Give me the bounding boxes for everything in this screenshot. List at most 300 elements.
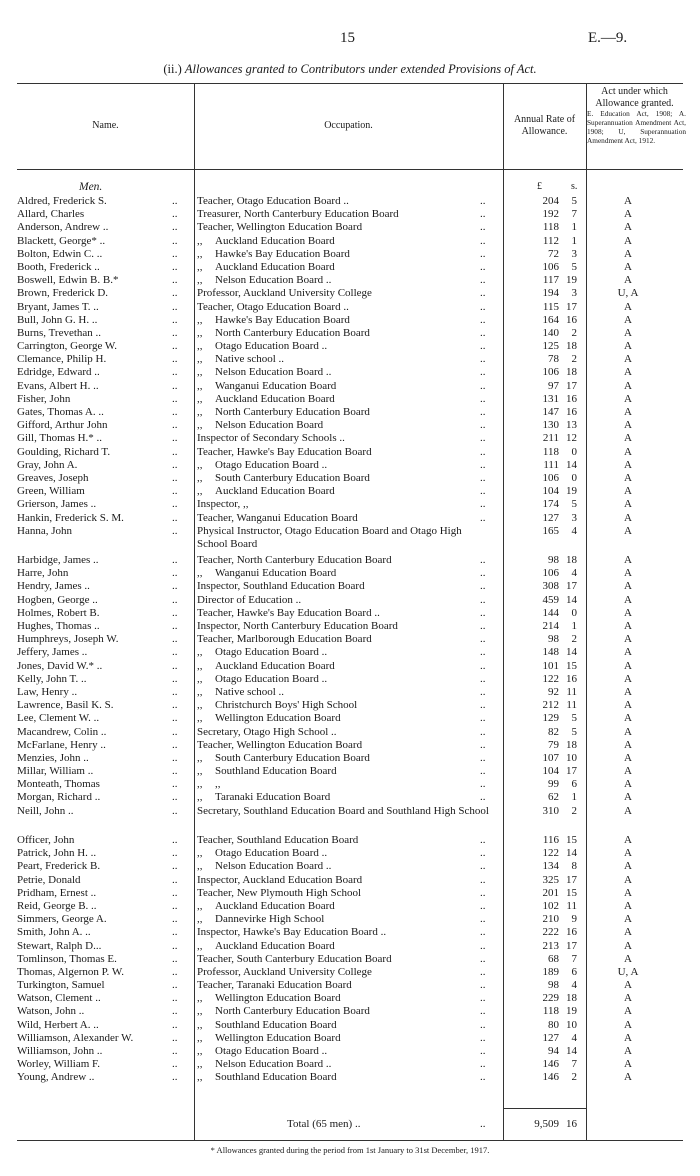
cell-trailing-dots: .. [480,471,486,484]
cell-name: Jones, David W.* .. [17,659,103,672]
cell-leader-dots: .. [172,804,178,817]
cell-occupation-text: Nelson Education Board [215,419,324,432]
cell-leader-dots: .. [172,873,178,886]
cell-leader-dots: .. [172,965,178,978]
table-row [17,926,683,939]
cell-leader-dots: .. [172,979,178,992]
cell-leader-dots: .. [172,511,178,524]
cell-trailing-dots: .. [480,778,486,791]
cell-trailing-dots: .. [480,445,486,458]
cell-occupation-text: North Canterbury Education Board [215,406,370,418]
ditto-mark: ,, [197,860,203,873]
cell-occupation-text: Hawke's Bay Education Board [215,247,350,260]
cell-leader-dots: .. [172,952,178,965]
cell-trailing-dots: .. [480,580,486,593]
table-row [17,1032,683,1045]
total-pounds: 9,509 [534,1118,559,1130]
cell-name: Wild, Herbert A. .. [17,1018,99,1031]
cell-trailing-dots: .. [480,234,486,247]
table-subtitle [0,62,700,77]
cell-occupation-text: Auckland Education Board [215,939,335,952]
cell-pounds: 131 [542,392,559,405]
cell-trailing-dots: .. [480,485,486,498]
cell-occupation [197,393,492,406]
cell-occupation: Inspector of Secondary Schools .. [197,432,345,445]
cell-shillings: 18 [566,340,577,353]
cell-leader-dots: .. [172,1045,178,1058]
cell-trailing-dots: .. [480,406,486,418]
cell-pounds: 115 [542,300,559,313]
cell-leader-dots: .. [172,432,178,445]
cell-trailing-dots: .. [480,458,486,471]
cell-trailing-dots: .. [480,313,486,326]
cell-pounds: 146 [542,1058,559,1071]
document-reference: E.—9. [588,30,628,46]
ditto-mark: ,, [197,366,203,379]
ditto-mark: ,, [197,340,203,353]
cell-occupation-text: Wanganui Education Board [215,567,337,580]
cell-pounds: 122 [542,847,559,860]
cell-trailing-dots: .. [480,195,486,207]
cell-occupation [197,235,492,248]
cell-trailing-dots: .. [480,392,486,405]
table-row [17,992,683,1005]
cell-occupation [197,567,492,580]
cell-pounds: 116 [542,834,559,847]
cell-leader-dots: .. [172,699,178,712]
ditto-mark: ,, [197,751,203,764]
table-row [17,301,683,314]
cell-trailing-dots: .. [480,260,486,273]
cell-occupation: Teacher, Southland Education Board [197,834,359,847]
cell-leader-dots: .. [172,939,178,952]
cell-occupation-text: South Canterbury Education Board [215,751,370,764]
cell-shillings: 3 [571,247,577,260]
cell-occupation [197,472,492,485]
cell-trailing-dots: .. [480,699,486,712]
cell-act: A [624,379,632,392]
table-row [17,979,683,992]
cell-name: Young, Andrew .. [17,1071,95,1084]
ditto-mark: ,, [197,567,203,580]
cell-trailing-dots: .. [480,567,486,580]
cell-leader-dots: .. [172,685,178,698]
cell-leader-dots: .. [172,195,178,207]
cell-name: Holmes, Robert B. [17,606,100,619]
cell-trailing-dots: .. [480,419,486,432]
cell-pounds: 79 [548,738,559,751]
cell-pounds: 68 [548,952,559,965]
cell-occupation-text: Nelson Education Board .. [215,366,332,379]
table-row [17,567,683,580]
cell-act: A [624,208,632,221]
cell-name: Greaves, Joseph [17,471,89,484]
cell-leader-dots: .. [172,379,178,392]
cell-shillings: 7 [571,952,577,965]
cell-name: Allard, Charles [17,208,85,221]
cell-act: A [624,633,632,646]
cell-leader-dots: .. [172,300,178,313]
header-name: Name. [92,120,119,131]
cell-act: A [624,1071,632,1084]
table-row [17,660,683,673]
cell-occupation: Physical Instructor, Otago Education Board and Otago High School Board [197,524,462,550]
cell-shillings: 15 [566,834,577,847]
cell-name: Green, William [17,485,85,498]
cell-act: A [624,485,632,498]
cell-leader-dots: .. [172,1031,178,1044]
cell-trailing-dots: .. [480,326,486,339]
cell-shillings: 4 [571,1031,577,1044]
cell-shillings: 5 [571,498,577,511]
cell-occupation-text: Wanganui Education Board [215,379,337,392]
table-row [17,860,683,873]
cell-pounds: 211 [542,432,559,445]
cell-trailing-dots: .. [480,712,486,725]
table-row [17,366,683,379]
cell-shillings: 4 [571,524,577,537]
cell-shillings: 10 [566,751,577,764]
table-row [17,791,683,804]
ditto-mark: ,, [197,260,203,273]
cell-trailing-dots: .. [480,498,486,511]
cell-leader-dots: .. [172,620,178,633]
cell-occupation: Professor, Auckland University College [197,965,372,978]
cell-act: A [624,406,632,418]
cell-leader-dots: .. [172,751,178,764]
cell-act: A [624,913,632,926]
cell-act: A [624,725,632,738]
cell-pounds: 127 [542,511,559,524]
cell-act: A [624,1005,632,1018]
cell-shillings: 6 [571,965,577,978]
cell-leader-dots: .. [172,567,178,580]
ditto-mark: ,, [197,313,203,326]
cell-shillings: 11 [566,899,577,912]
cell-act: A [624,1058,632,1071]
cell-name: Hendry, James .. [17,580,90,593]
header-rate-line2: Allowance. [521,126,568,137]
header-rate-line1: Annual Rate of [513,114,576,125]
cell-shillings: 2 [571,804,577,817]
cell-trailing-dots: .. [480,1071,486,1084]
cell-pounds: 72 [548,247,559,260]
cell-leader-dots: .. [172,260,178,273]
cell-shillings: 18 [566,992,577,1005]
cell-pounds: 165 [542,524,559,537]
cell-occupation-text: Nelson Education Board .. [215,1058,332,1071]
cell-pounds: 122 [542,672,559,685]
cell-act: A [624,992,632,1005]
cell-act: A [624,712,632,725]
cell-occupation-text: Otago Education Board .. [215,1045,328,1058]
table-row [17,913,683,926]
cell-act: A [624,952,632,965]
cell-name: Booth, Frederick .. [17,260,100,273]
cell-occupation [197,459,492,472]
cell-occupation-text: Nelson Education Board .. [215,860,332,873]
cell-name: Aldred, Frederick S. [17,195,107,207]
cell-shillings: 19 [566,274,577,287]
cell-pounds: 118 [542,221,559,234]
cell-pounds: 82 [548,725,559,738]
cell-pounds: 92 [548,685,559,698]
cell-shillings: 15 [566,659,577,672]
cell-pounds: 148 [542,646,559,659]
cell-leader-dots: .. [172,274,178,287]
table-row [17,900,683,913]
cell-shillings: 2 [571,326,577,339]
cell-occupation [197,992,492,1005]
cell-shillings: 4 [571,567,577,580]
header-act-line2: Allowance granted. [595,98,674,109]
cell-name: Hughes, Thomas .. [17,620,100,633]
cell-act: A [624,458,632,471]
cell-name: Hanna, John [17,524,72,537]
cell-pounds: 174 [542,498,559,511]
ditto-mark: ,, [197,379,203,392]
cell-shillings: 17 [566,765,577,778]
cell-occupation [197,1005,492,1018]
cell-name: Worley, William F. [17,1058,101,1071]
cell-act: A [624,685,632,698]
cell-occupation-text: Hawke's Bay Education Board [215,313,350,326]
ditto-mark: ,, [197,712,203,725]
ditto-mark: ,, [197,353,203,366]
cell-pounds: 192 [542,208,559,221]
cell-leader-dots: .. [172,913,178,926]
cell-occupation [197,673,492,686]
cell-shillings: 15 [566,886,577,899]
cell-name: Macandrew, Colin .. [17,725,107,738]
cell-name: Bull, John G. H. .. [17,313,98,326]
cell-pounds: 62 [548,791,559,804]
cell-occupation-text: Otago Education Board .. [215,340,328,353]
cell-occupation [197,646,492,659]
cell-occupation-text: North Canterbury Education Board [215,326,370,339]
cell-pounds: 106 [542,567,559,580]
table-row [17,261,683,274]
cell-name: McFarlane, Henry .. [17,738,106,751]
ditto-mark: ,, [197,406,203,418]
cell-pounds: 229 [542,992,559,1005]
cell-occupation-text: Wellington Education Board [215,712,341,725]
cell-name: Carrington, George W. [17,340,118,353]
cell-occupation [197,791,492,804]
cell-occupation-text: Southland Education Board [215,1018,337,1031]
cell-act: A [624,738,632,751]
cell-trailing-dots: .. [480,511,486,524]
cell-act: A [624,699,632,712]
table-row [17,633,683,646]
cell-occupation [197,1045,492,1058]
cell-pounds: 118 [542,1005,559,1018]
cell-trailing-dots: .. [480,606,486,619]
subtitle-prefix: (ii.) [163,62,182,76]
table-row [17,966,683,979]
cell-leader-dots: .. [172,340,178,353]
cell-occupation: Director of Education .. [197,593,302,606]
cell-act: A [624,939,632,952]
cell-occupation [197,248,492,261]
cell-name: Gray, John A. [17,458,78,471]
table-row [17,620,683,633]
cell-pounds: 94 [548,1045,559,1058]
cell-shillings: 10 [566,1018,577,1031]
cell-trailing-dots: .. [480,274,486,287]
cell-name: Peart, Frederick B. [17,860,101,873]
cell-pounds: 204 [542,195,559,207]
cell-name: Burns, Trevethan .. [17,326,102,339]
cell-shillings: 1 [571,791,577,804]
cell-act: A [624,791,632,804]
cell-pounds: 144 [542,606,559,619]
ditto-mark: ,, [197,1071,203,1084]
cell-trailing-dots: .. [480,847,486,860]
ditto-mark: ,, [197,419,203,432]
cell-shillings: 6 [571,778,577,791]
cell-leader-dots: .. [172,1005,178,1018]
cell-shillings: 0 [571,606,577,619]
cell-occupation [197,712,492,725]
cell-leader-dots: .. [172,778,178,791]
table-row [17,1005,683,1018]
cell-shillings: 5 [571,260,577,273]
cell-pounds: 118 [542,445,559,458]
cell-name: Morgan, Richard .. [17,791,101,804]
cell-shillings: 3 [571,511,577,524]
cell-shillings: 14 [566,593,577,606]
unit-shilling: s. [571,181,578,192]
total-rule [503,1108,586,1109]
cell-act: A [624,274,632,287]
cell-leader-dots: .. [172,287,178,300]
cell-occupation-text: North Canterbury Education Board [215,1005,370,1018]
cell-pounds: 97 [548,379,559,392]
cell-act: A [624,471,632,484]
cell-trailing-dots: .. [480,992,486,1005]
table-row [17,752,683,765]
cell-occupation: Inspector, Southland Education Board [197,580,365,593]
table-row [17,834,683,847]
table-row [17,314,683,327]
cell-shillings: 18 [566,738,577,751]
cell-name: Hogben, George .. [17,593,98,606]
cell-act: A [624,234,632,247]
cell-occupation [197,1019,492,1032]
cell-act: A [624,567,632,580]
cell-pounds: 325 [542,873,559,886]
table-row [17,699,683,712]
cell-pounds: 112 [542,234,559,247]
cell-name: Harbidge, James .. [17,554,99,567]
cell-leader-dots: .. [172,593,178,606]
cell-leader-dots: .. [172,712,178,725]
cell-pounds: 125 [542,340,559,353]
cell-trailing-dots: .. [480,554,486,567]
cell-occupation-text: Dannevirke High School [215,913,325,926]
ditto-mark: ,, [197,913,203,926]
cell-shillings: 19 [566,485,577,498]
table-row [17,686,683,699]
cell-trailing-dots: .. [480,939,486,952]
cell-leader-dots: .. [172,234,178,247]
cell-occupation-text: Native school .. [215,353,285,366]
table-row [17,953,683,966]
cell-leader-dots: .. [172,672,178,685]
table-row [17,1045,683,1058]
cell-shillings: 1 [571,234,577,247]
cell-occupation [197,660,492,673]
cell-pounds: 106 [542,260,559,273]
cell-occupation-text: Auckland Education Board [215,392,335,405]
cell-trailing-dots: .. [480,1031,486,1044]
cell-act: U, A [617,965,639,978]
table-row [17,419,683,432]
cell-occupation: Teacher, Otago Education Board .. [197,300,349,313]
cell-leader-dots: .. [172,606,178,619]
cell-trailing-dots: .. [480,791,486,804]
cell-act: A [624,926,632,939]
total-label: Total (65 men) .. [287,1118,361,1130]
cell-act: A [624,313,632,326]
cell-occupation-text: Christchurch Boys' High School [215,699,358,712]
cell-leader-dots: .. [172,458,178,471]
cell-trailing-dots: .. [480,379,486,392]
cell-name: Boswell, Edwin B. B.* [17,274,119,287]
cell-act: A [624,353,632,366]
cell-shillings: 8 [571,860,577,873]
cell-act: A [624,340,632,353]
cell-pounds: 129 [542,712,559,725]
table-row [17,327,683,340]
cell-name: Watson, Clement .. [17,992,101,1005]
cell-shillings: 3 [571,287,577,300]
allowances-table [17,83,686,1141]
unit-pound: £ [537,181,542,192]
cell-shillings: 16 [566,406,577,418]
cell-occupation-text: Wellington Education Board [215,992,341,1005]
cell-trailing-dots: .. [480,247,486,260]
cell-act: A [624,554,632,567]
cell-act: A [624,366,632,379]
cell-trailing-dots: .. [480,432,486,445]
cell-trailing-dots: .. [480,1018,486,1031]
cell-pounds: 78 [548,353,559,366]
cell-pounds: 98 [548,633,559,646]
cell-act: A [624,511,632,524]
table-row [17,712,683,725]
cell-act: A [624,873,632,886]
cell-trailing-dots: .. [480,646,486,659]
table-row [17,235,683,248]
cell-trailing-dots: .. [480,979,486,992]
cell-name: Officer, John [17,834,75,847]
table-row [17,646,683,659]
ditto-mark: ,, [197,992,203,1005]
cell-shillings: 9 [571,913,577,926]
header-act-note: E. Education Act, 1908; A. Superannuation Amendment Act, 1908; U, Superannuation Amendment Act, 1912. [587,109,686,145]
cell-occupation-text: Native school .. [215,685,285,698]
ditto-mark: ,, [197,1018,203,1031]
cell-occupation: Teacher, Wanganui Education Board [197,511,358,524]
cell-name: Bryant, James T. .. [17,300,99,313]
cell-act: A [624,659,632,672]
header-act [586,86,683,110]
cell-pounds: 106 [542,471,559,484]
cell-name: Humphreys, Joseph W. [17,633,119,646]
cell-occupation [197,314,492,327]
